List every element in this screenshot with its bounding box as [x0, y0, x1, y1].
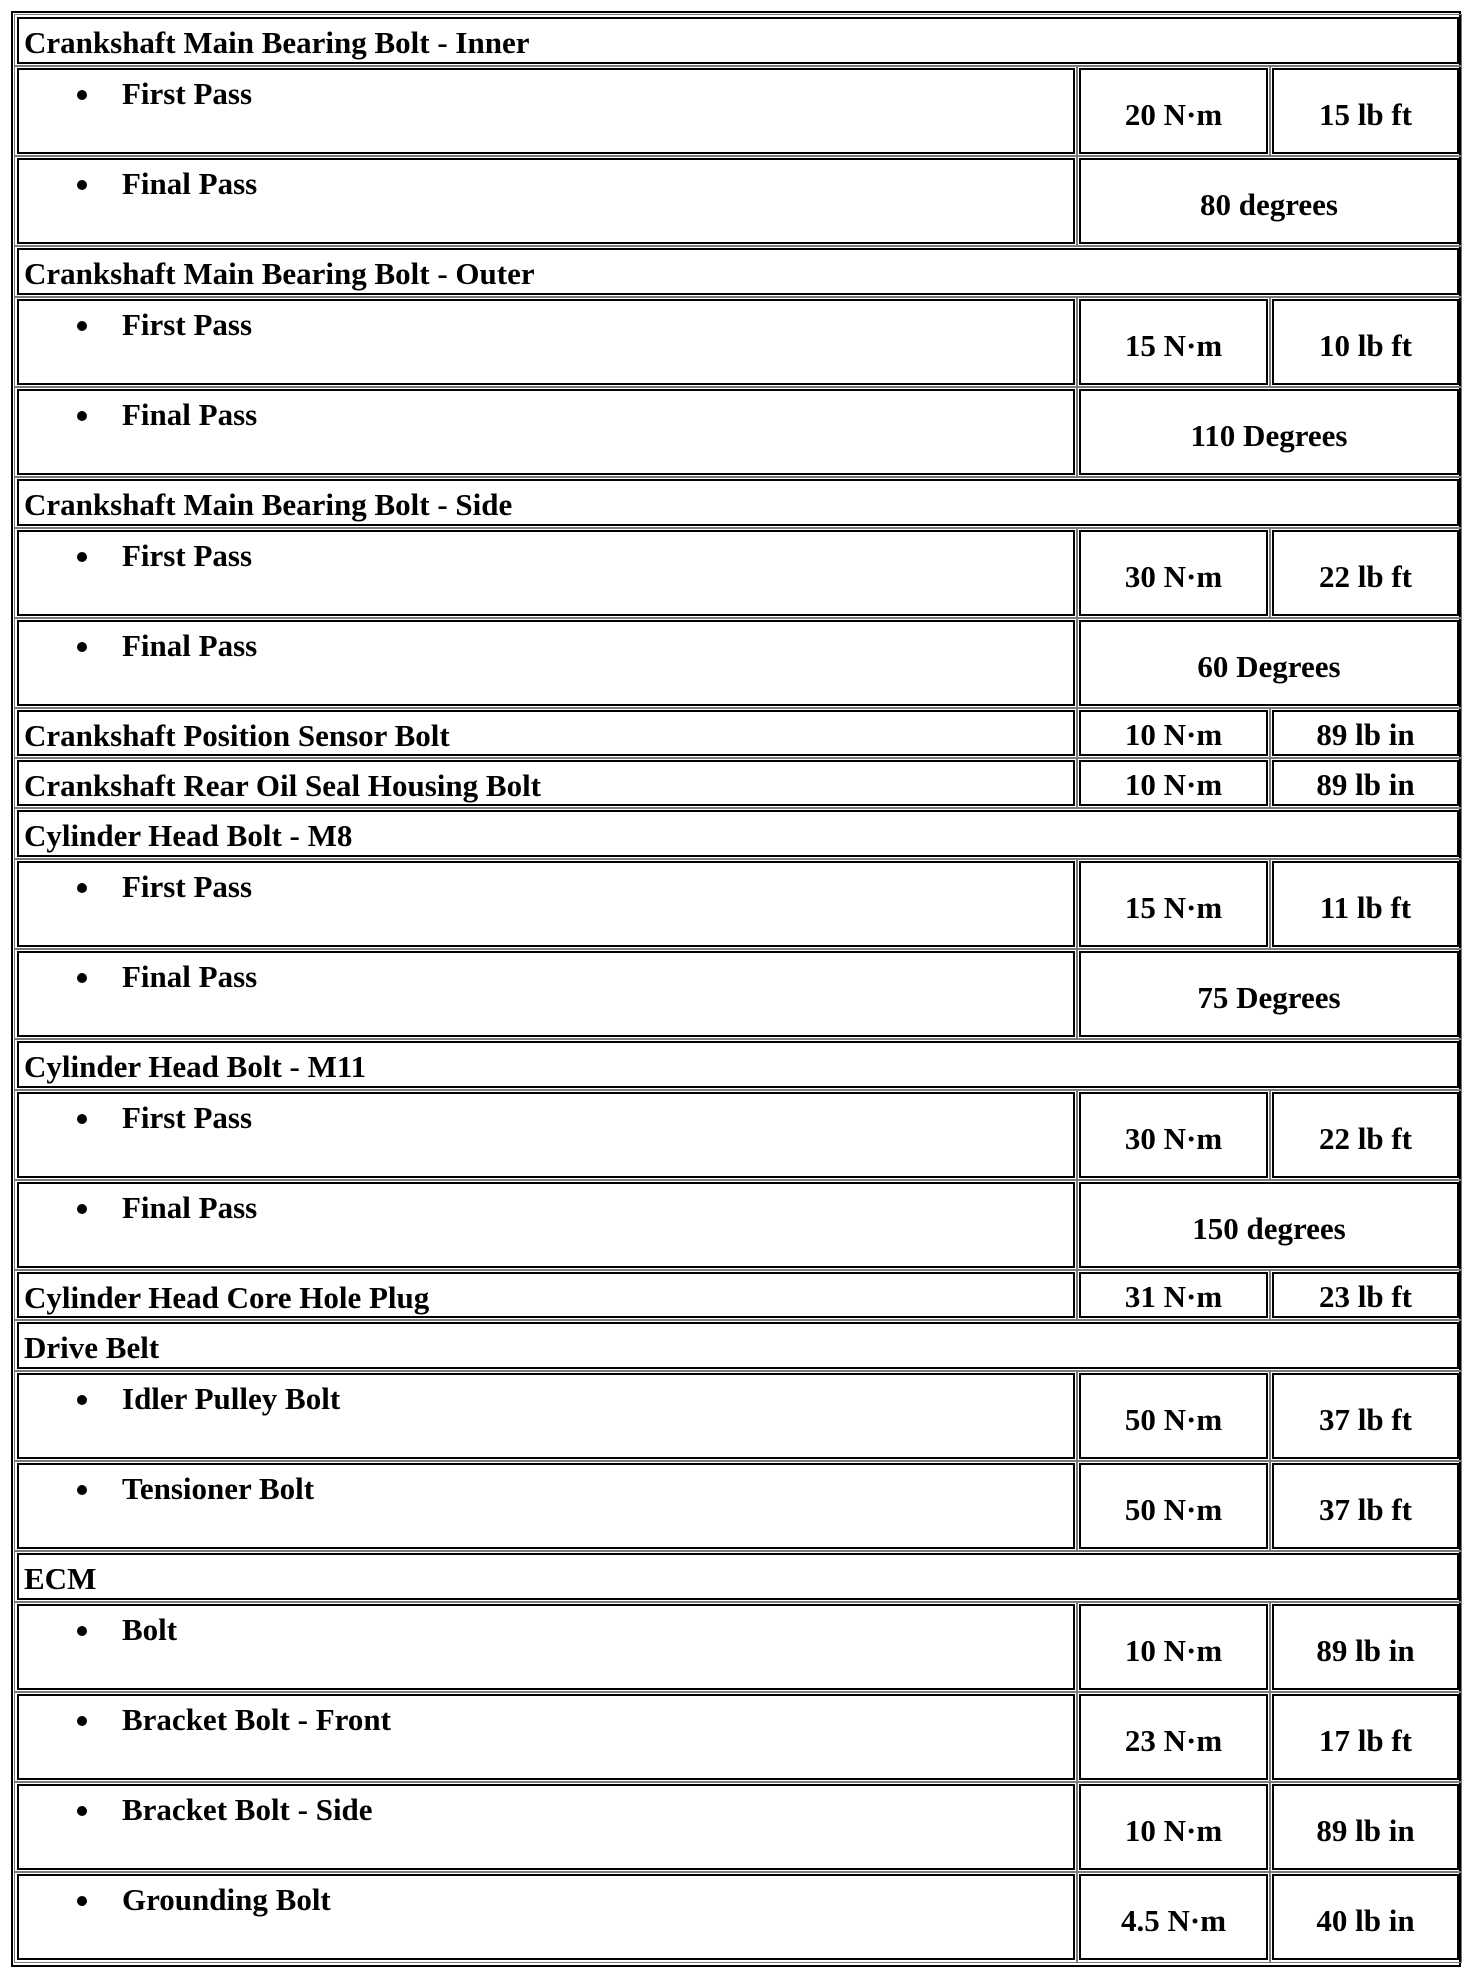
metric-value: 15 N·m: [1079, 861, 1268, 947]
sub-item: [17, 951, 1075, 1037]
sub-item-label: Bracket Bolt - Side: [122, 1792, 373, 1827]
sub-item-label: First Pass: [122, 869, 253, 904]
english-value: 89 lb in: [1272, 760, 1459, 806]
sub-item: [17, 1463, 1075, 1549]
sub-item: [17, 1182, 1075, 1268]
english-value: 10 lb ft: [1272, 299, 1459, 385]
english-value: 23 lb ft: [1272, 1272, 1459, 1318]
english-value: 11 lb ft: [1272, 861, 1459, 947]
english-value: 89 lb in: [1272, 1604, 1459, 1690]
group-heading: Crankshaft Main Bearing Bolt - Outer: [17, 248, 1459, 295]
sub-item: [17, 389, 1075, 475]
angle-value: 150 degrees: [1079, 1182, 1459, 1268]
sub-item: [17, 1604, 1075, 1690]
sub-item-label: First Pass: [122, 76, 253, 111]
metric-value: 10 N·m: [1079, 1784, 1268, 1870]
bullet-icon: [77, 321, 87, 331]
bullet-icon: [77, 1896, 87, 1906]
metric-value: 50 N·m: [1079, 1463, 1268, 1549]
sub-item: [17, 1092, 1075, 1178]
sub-item-label: Final Pass: [122, 959, 258, 994]
bullet-icon: [77, 180, 87, 190]
angle-value: 110 Degrees: [1079, 389, 1459, 475]
sub-item: [17, 861, 1075, 947]
metric-value: 10 N·m: [1079, 760, 1268, 806]
sub-item: [17, 158, 1075, 244]
group-heading: ECM: [17, 1553, 1459, 1600]
sub-item: [17, 1784, 1075, 1870]
metric-value: 10 N·m: [1079, 710, 1268, 756]
bullet-icon: [77, 1716, 87, 1726]
sub-item-label: Final Pass: [122, 397, 258, 432]
sub-item: [17, 1694, 1075, 1780]
english-value: 37 lb ft: [1272, 1463, 1459, 1549]
sub-item: [17, 1874, 1075, 1960]
sub-item: [17, 620, 1075, 706]
group-heading: Crankshaft Main Bearing Bolt - Inner: [17, 17, 1459, 64]
bullet-icon: [77, 973, 87, 983]
sub-item-label: Final Pass: [122, 1190, 258, 1225]
english-value: 15 lb ft: [1272, 68, 1459, 154]
spec-label: Cylinder Head Core Hole Plug: [17, 1272, 1075, 1318]
group-heading: Crankshaft Main Bearing Bolt - Side: [17, 479, 1459, 526]
bullet-icon: [77, 411, 87, 421]
bullet-icon: [77, 1485, 87, 1495]
bullet-icon: [77, 1806, 87, 1816]
bullet-icon: [77, 552, 87, 562]
bullet-icon: [77, 883, 87, 893]
metric-value: 31 N·m: [1079, 1272, 1268, 1318]
bullet-icon: [77, 1204, 87, 1214]
english-value: 22 lb ft: [1272, 1092, 1459, 1178]
english-value: 89 lb in: [1272, 710, 1459, 756]
sub-item: [17, 530, 1075, 616]
sub-item: [17, 68, 1075, 154]
torque-spec-table: [11, 11, 1461, 1967]
spec-label: Crankshaft Rear Oil Seal Housing Bolt: [17, 760, 1075, 806]
sub-item-label: Bolt: [122, 1612, 178, 1647]
sub-item-label: Idler Pulley Bolt: [122, 1381, 341, 1416]
angle-value: 80 degrees: [1079, 158, 1459, 244]
spec-label: Crankshaft Position Sensor Bolt: [17, 710, 1075, 756]
english-value: 89 lb in: [1272, 1784, 1459, 1870]
group-heading: Cylinder Head Bolt - M11: [17, 1041, 1459, 1088]
bullet-icon: [77, 642, 87, 652]
sub-item-label: First Pass: [122, 307, 253, 342]
angle-value: 75 Degrees: [1079, 951, 1459, 1037]
group-heading: Cylinder Head Bolt - M8: [17, 810, 1459, 857]
metric-value: 30 N·m: [1079, 530, 1268, 616]
sub-item-label: Tensioner Bolt: [122, 1471, 315, 1506]
english-value: 37 lb ft: [1272, 1373, 1459, 1459]
sub-item-label: Bracket Bolt - Front: [122, 1702, 391, 1737]
sub-item: [17, 299, 1075, 385]
metric-value: 10 N·m: [1079, 1604, 1268, 1690]
metric-value: 50 N·m: [1079, 1373, 1268, 1459]
sub-item-label: First Pass: [122, 1100, 253, 1135]
bullet-icon: [77, 1395, 87, 1405]
bullet-icon: [77, 1626, 87, 1636]
bullet-icon: [77, 90, 87, 100]
metric-value: 20 N·m: [1079, 68, 1268, 154]
sub-item: [17, 1373, 1075, 1459]
sub-item-label: Final Pass: [122, 166, 258, 201]
angle-value: 60 Degrees: [1079, 620, 1459, 706]
sub-item-label: Grounding Bolt: [122, 1882, 331, 1917]
metric-value: 15 N·m: [1079, 299, 1268, 385]
bullet-icon: [77, 1114, 87, 1124]
english-value: 40 lb in: [1272, 1874, 1459, 1960]
metric-value: 30 N·m: [1079, 1092, 1268, 1178]
sub-item-label: Final Pass: [122, 628, 258, 663]
group-heading: Drive Belt: [17, 1322, 1459, 1369]
english-value: 22 lb ft: [1272, 530, 1459, 616]
english-value: 17 lb ft: [1272, 1694, 1459, 1780]
metric-value: 4.5 N·m: [1079, 1874, 1268, 1960]
metric-value: 23 N·m: [1079, 1694, 1268, 1780]
sub-item-label: First Pass: [122, 538, 253, 573]
